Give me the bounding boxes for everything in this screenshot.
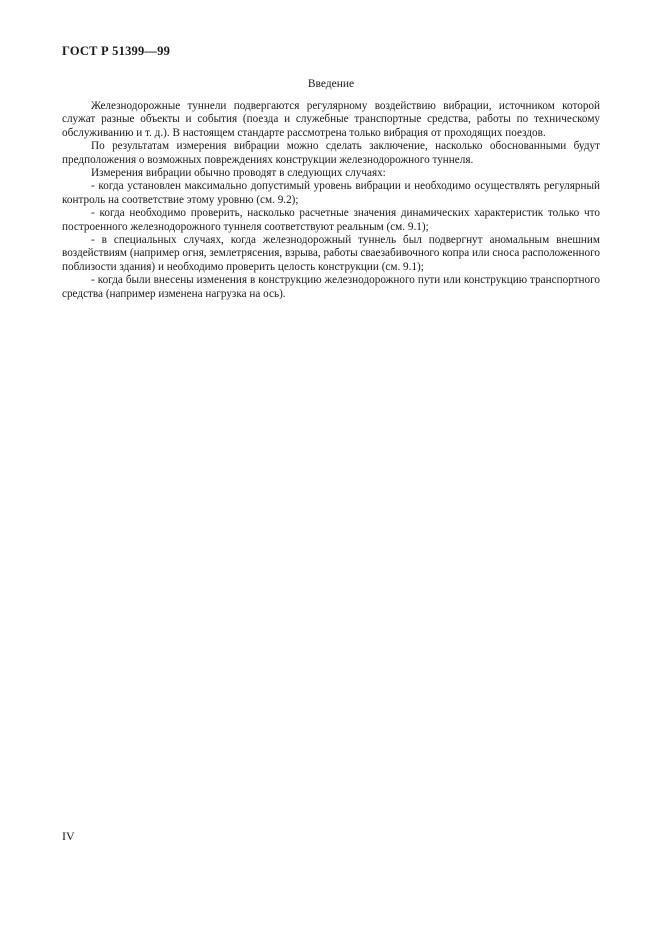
section-body: [62, 100, 600, 301]
paragraph: Измерения вибрации обычно проводят в следующих случаях:: [91, 167, 386, 180]
page-number: IV: [62, 829, 75, 843]
list-item: - в специальных случаях, когда железнодорожный туннель был подвергнут аномальным внешним воздействиям (например огня, землетрясения, взрыва, работы сваезабивочного копра или сноса расположенного поблизости здания) и необходимо проверить целость конструкции (см. 9.1);: [62, 234, 600, 273]
paragraph: По результатам измерения вибрации можно сделать заключение, насколько обоснованными будут предположения о возможных повреждениях конструкции железнодорожного туннеля.: [62, 140, 600, 166]
list-item: - когда были внесены изменения в конструкцию железнодорожного пути или конструкцию транспортного средства (например изменена нагрузка на ось).: [62, 274, 600, 300]
section-title: Введение: [307, 78, 355, 90]
list-item: - когда необходимо проверить, насколько расчетные значения динамических характеристик только что построенного железнодорожного туннеля соответствуют реальным (см. 9.1);: [62, 207, 600, 233]
paragraph: Железнодорожные туннели подвергаются регулярному воздействию вибрации, источником которой служат разные объекты и события (поезда и служебные транспортные средства, работы по техническому обслуживанию и т. д.). В настоящем стандарте рассмотрена только вибрация от проходящих поездов.: [62, 100, 600, 139]
list-item: - когда установлен максимально допустимый уровень вибрации и необходимо осуществлять регулярный контроль на соответствие этому уровню (см. 9.2);: [62, 180, 600, 206]
document-code: ГОСТ Р 51399—99: [62, 44, 171, 58]
